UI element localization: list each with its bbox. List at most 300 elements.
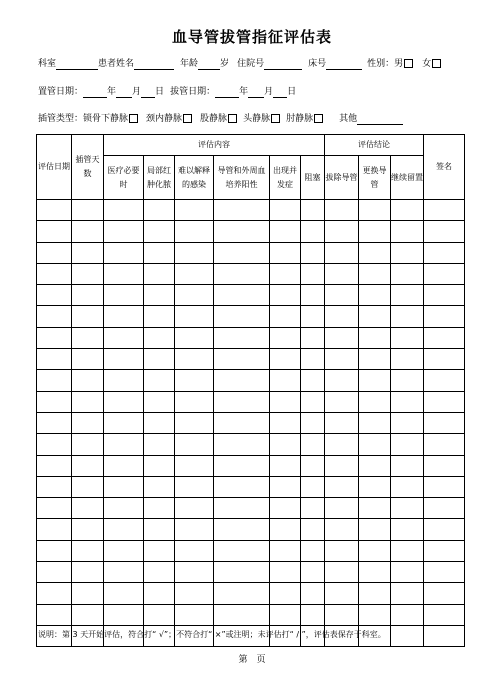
table-cell[interactable] bbox=[391, 263, 424, 284]
table-cell[interactable] bbox=[325, 583, 359, 604]
bed-field[interactable] bbox=[326, 59, 362, 70]
table-cell[interactable] bbox=[214, 604, 270, 625]
age-unit: 岁 bbox=[220, 59, 230, 69]
table-cell[interactable] bbox=[72, 434, 104, 455]
catheter-days-header: 插管天数 bbox=[72, 135, 104, 200]
table-cell[interactable] bbox=[325, 391, 359, 412]
blockage-header: 阻塞 bbox=[301, 156, 325, 200]
table-cell[interactable] bbox=[424, 370, 465, 391]
table-cell[interactable] bbox=[301, 221, 325, 242]
table-cell[interactable] bbox=[270, 221, 301, 242]
table-cell[interactable] bbox=[144, 242, 175, 263]
remove-year-label: 年 bbox=[239, 87, 249, 97]
table-cell[interactable] bbox=[214, 391, 270, 412]
table-cell[interactable] bbox=[37, 285, 72, 306]
table-cell[interactable] bbox=[104, 391, 144, 412]
table-row bbox=[37, 263, 465, 284]
table-cell[interactable] bbox=[104, 583, 144, 604]
table-cell[interactable] bbox=[391, 285, 424, 306]
table-cell[interactable] bbox=[104, 498, 144, 519]
table-cell[interactable] bbox=[391, 540, 424, 561]
table-cell[interactable] bbox=[104, 349, 144, 370]
table-cell[interactable] bbox=[301, 327, 325, 348]
table-cell[interactable] bbox=[424, 242, 465, 263]
table-cell[interactable] bbox=[301, 434, 325, 455]
table-cell[interactable] bbox=[391, 349, 424, 370]
table-cell[interactable] bbox=[144, 285, 175, 306]
table-cell[interactable] bbox=[270, 285, 301, 306]
remove-catheter-header: 拔除导管 bbox=[325, 156, 359, 200]
table-cell[interactable] bbox=[359, 242, 391, 263]
dept-field[interactable] bbox=[56, 59, 98, 70]
table-cell[interactable] bbox=[72, 540, 104, 561]
table-cell[interactable] bbox=[424, 498, 465, 519]
table-cell[interactable] bbox=[359, 412, 391, 433]
table-cell[interactable] bbox=[359, 263, 391, 284]
table-cell[interactable] bbox=[37, 455, 72, 476]
table-cell[interactable] bbox=[144, 476, 175, 497]
table-row bbox=[37, 498, 465, 519]
table-cell[interactable] bbox=[424, 434, 465, 455]
table-cell[interactable] bbox=[144, 562, 175, 583]
table-cell[interactable] bbox=[144, 412, 175, 433]
table-cell[interactable] bbox=[175, 455, 214, 476]
table-cell[interactable] bbox=[175, 434, 214, 455]
table-cell[interactable] bbox=[301, 583, 325, 604]
table-cell[interactable] bbox=[104, 412, 144, 433]
table-cell[interactable] bbox=[37, 306, 72, 327]
replace-catheter-header: 更换导管 bbox=[359, 156, 391, 200]
date-line bbox=[38, 86, 296, 98]
table-cell[interactable] bbox=[359, 285, 391, 306]
table-cell[interactable] bbox=[72, 391, 104, 412]
table-cell[interactable] bbox=[270, 476, 301, 497]
other-field[interactable] bbox=[357, 114, 403, 125]
table-cell[interactable] bbox=[175, 349, 214, 370]
table-cell[interactable] bbox=[37, 242, 72, 263]
table-cell[interactable] bbox=[37, 412, 72, 433]
table-cell[interactable] bbox=[37, 370, 72, 391]
table-cell[interactable] bbox=[104, 200, 144, 221]
table-cell[interactable] bbox=[144, 455, 175, 476]
patient-name-field[interactable] bbox=[134, 59, 174, 70]
table-cell[interactable] bbox=[301, 498, 325, 519]
table-cell[interactable] bbox=[270, 263, 301, 284]
table-row bbox=[37, 221, 465, 242]
table-cell[interactable] bbox=[359, 349, 391, 370]
unexplained-infection-header: 难以解释的感染 bbox=[175, 156, 214, 200]
table-cell[interactable] bbox=[37, 263, 72, 284]
table-cell[interactable] bbox=[325, 306, 359, 327]
table-row bbox=[37, 604, 465, 625]
table-cell[interactable] bbox=[359, 476, 391, 497]
table-cell[interactable] bbox=[72, 306, 104, 327]
table-cell[interactable] bbox=[37, 327, 72, 348]
cephalic-checkbox[interactable] bbox=[271, 114, 280, 123]
table-cell[interactable] bbox=[37, 540, 72, 561]
table-cell[interactable] bbox=[270, 562, 301, 583]
table-cell[interactable] bbox=[214, 540, 270, 561]
table-cell[interactable] bbox=[424, 476, 465, 497]
table-cell[interactable] bbox=[359, 562, 391, 583]
table-cell[interactable] bbox=[391, 391, 424, 412]
table-cell[interactable] bbox=[359, 221, 391, 242]
table-cell[interactable] bbox=[214, 349, 270, 370]
table-cell[interactable] bbox=[144, 349, 175, 370]
jugular-checkbox[interactable] bbox=[183, 114, 192, 123]
table-cell[interactable] bbox=[214, 327, 270, 348]
table-cell[interactable] bbox=[391, 604, 424, 625]
table-cell[interactable] bbox=[37, 349, 72, 370]
table-cell[interactable] bbox=[72, 242, 104, 263]
table-cell[interactable] bbox=[104, 434, 144, 455]
table-cell[interactable] bbox=[104, 604, 144, 625]
table-cell[interactable] bbox=[175, 200, 214, 221]
table-cell[interactable] bbox=[214, 370, 270, 391]
table-cell[interactable] bbox=[104, 306, 144, 327]
table-cell[interactable] bbox=[391, 327, 424, 348]
patient-info-line bbox=[38, 58, 441, 70]
table-cell[interactable] bbox=[359, 434, 391, 455]
table-cell[interactable] bbox=[144, 263, 175, 284]
age-field[interactable] bbox=[198, 59, 220, 70]
table-cell[interactable] bbox=[144, 498, 175, 519]
table-cell[interactable] bbox=[175, 476, 214, 497]
hospital-no-label: 住院号 bbox=[237, 59, 265, 69]
table-cell[interactable] bbox=[325, 540, 359, 561]
table-cell[interactable] bbox=[72, 263, 104, 284]
table-cell[interactable] bbox=[391, 562, 424, 583]
table-cell[interactable] bbox=[359, 604, 391, 625]
table-cell[interactable] bbox=[325, 519, 359, 540]
table-cell[interactable] bbox=[37, 221, 72, 242]
table-cell[interactable] bbox=[214, 519, 270, 540]
table-cell[interactable] bbox=[214, 306, 270, 327]
table-cell[interactable] bbox=[325, 221, 359, 242]
table-cell[interactable] bbox=[301, 263, 325, 284]
table-cell[interactable] bbox=[144, 370, 175, 391]
table-cell[interactable] bbox=[37, 604, 72, 625]
retain-catheter-header: 继续留置 bbox=[391, 156, 424, 200]
male-checkbox[interactable] bbox=[404, 59, 413, 68]
table-cell[interactable] bbox=[175, 285, 214, 306]
table-cell[interactable] bbox=[37, 200, 72, 221]
table-cell[interactable] bbox=[72, 583, 104, 604]
table-cell[interactable] bbox=[301, 200, 325, 221]
table-cell[interactable] bbox=[72, 285, 104, 306]
table-cell[interactable] bbox=[144, 221, 175, 242]
table-cell[interactable] bbox=[424, 263, 465, 284]
remove-day-label: 日 bbox=[287, 87, 297, 97]
table-cell[interactable] bbox=[72, 370, 104, 391]
table-cell[interactable] bbox=[325, 263, 359, 284]
table-cell[interactable] bbox=[104, 476, 144, 497]
table-cell[interactable] bbox=[359, 455, 391, 476]
table-cell[interactable] bbox=[424, 306, 465, 327]
catheter-type-label: 插管类型： bbox=[38, 114, 84, 124]
table-cell[interactable] bbox=[270, 327, 301, 348]
table-cell[interactable] bbox=[72, 604, 104, 625]
table-cell[interactable] bbox=[144, 583, 175, 604]
table-cell[interactable] bbox=[214, 285, 270, 306]
table-cell[interactable] bbox=[72, 476, 104, 497]
table-cell[interactable] bbox=[301, 370, 325, 391]
table-cell[interactable] bbox=[391, 498, 424, 519]
table-cell[interactable] bbox=[301, 540, 325, 561]
table-cell[interactable] bbox=[144, 540, 175, 561]
table-cell[interactable] bbox=[214, 242, 270, 263]
remove-month-field[interactable] bbox=[248, 87, 264, 98]
table-cell[interactable] bbox=[359, 306, 391, 327]
table-cell[interactable] bbox=[72, 349, 104, 370]
table-cell[interactable] bbox=[301, 476, 325, 497]
age-label: 年龄 bbox=[180, 59, 199, 69]
table-cell[interactable] bbox=[424, 583, 465, 604]
table-cell[interactable] bbox=[391, 200, 424, 221]
femoral-checkbox[interactable] bbox=[228, 114, 237, 123]
table-cell[interactable] bbox=[37, 562, 72, 583]
table-cell[interactable] bbox=[424, 349, 465, 370]
table-cell[interactable] bbox=[424, 200, 465, 221]
insert-month-field[interactable] bbox=[116, 87, 132, 98]
table-cell[interactable] bbox=[270, 498, 301, 519]
subclavian-checkbox[interactable] bbox=[129, 114, 138, 123]
table-cell[interactable] bbox=[144, 327, 175, 348]
table-cell[interactable] bbox=[359, 391, 391, 412]
table-cell[interactable] bbox=[359, 583, 391, 604]
table-row bbox=[37, 540, 465, 561]
remove-year-field[interactable] bbox=[215, 87, 239, 98]
table-cell[interactable] bbox=[391, 434, 424, 455]
table-cell[interactable] bbox=[104, 285, 144, 306]
table-cell[interactable] bbox=[104, 263, 144, 284]
table-cell[interactable] bbox=[359, 540, 391, 561]
table-cell[interactable] bbox=[424, 391, 465, 412]
table-cell[interactable] bbox=[359, 498, 391, 519]
table-cell[interactable] bbox=[325, 434, 359, 455]
table-cell[interactable] bbox=[301, 604, 325, 625]
table-cell[interactable] bbox=[104, 455, 144, 476]
table-cell[interactable] bbox=[144, 519, 175, 540]
female-checkbox[interactable] bbox=[432, 59, 441, 68]
table-row bbox=[37, 306, 465, 327]
table-cell[interactable] bbox=[270, 370, 301, 391]
table-cell[interactable] bbox=[301, 519, 325, 540]
table-cell[interactable] bbox=[391, 306, 424, 327]
table-cell[interactable] bbox=[175, 370, 214, 391]
table-cell[interactable] bbox=[325, 455, 359, 476]
complication-header: 出现并发症 bbox=[270, 156, 301, 200]
table-cell[interactable] bbox=[325, 476, 359, 497]
insert-day-label: 日 bbox=[155, 87, 165, 97]
table-cell[interactable] bbox=[72, 519, 104, 540]
table-cell[interactable] bbox=[37, 476, 72, 497]
table-cell[interactable] bbox=[72, 327, 104, 348]
table-cell[interactable] bbox=[391, 455, 424, 476]
table-cell[interactable] bbox=[424, 327, 465, 348]
femoral-label: 股静脉 bbox=[200, 114, 228, 124]
table-cell[interactable] bbox=[391, 242, 424, 263]
table-cell[interactable] bbox=[175, 519, 214, 540]
table-cell[interactable] bbox=[214, 263, 270, 284]
form-title: 血导管拔管指征评估表 bbox=[171, 28, 332, 46]
table-cell[interactable] bbox=[301, 349, 325, 370]
subclavian-label: 锁骨下静脉 bbox=[83, 114, 129, 124]
table-cell[interactable] bbox=[175, 242, 214, 263]
table-cell[interactable] bbox=[175, 327, 214, 348]
table-cell[interactable] bbox=[175, 391, 214, 412]
male-label: 男 bbox=[394, 59, 404, 69]
table-cell[interactable] bbox=[270, 412, 301, 433]
table-cell[interactable] bbox=[301, 412, 325, 433]
table-cell[interactable] bbox=[325, 498, 359, 519]
table-cell[interactable] bbox=[359, 327, 391, 348]
table-row bbox=[37, 583, 465, 604]
table-cell[interactable] bbox=[144, 604, 175, 625]
table-cell[interactable] bbox=[424, 562, 465, 583]
table-cell[interactable] bbox=[144, 434, 175, 455]
table-cell[interactable] bbox=[424, 625, 465, 646]
table-cell[interactable] bbox=[214, 498, 270, 519]
table-cell[interactable] bbox=[325, 412, 359, 433]
table-cell[interactable] bbox=[325, 242, 359, 263]
table-cell[interactable] bbox=[391, 519, 424, 540]
cubital-checkbox[interactable] bbox=[314, 114, 323, 123]
table-cell[interactable] bbox=[325, 370, 359, 391]
table-cell[interactable] bbox=[214, 434, 270, 455]
table-cell[interactable] bbox=[175, 306, 214, 327]
table-cell[interactable] bbox=[104, 540, 144, 561]
table-cell[interactable] bbox=[301, 391, 325, 412]
catheter-type-line bbox=[38, 113, 403, 125]
table-cell[interactable] bbox=[175, 604, 214, 625]
table-cell[interactable] bbox=[104, 562, 144, 583]
table-cell[interactable] bbox=[37, 434, 72, 455]
table-cell[interactable] bbox=[270, 519, 301, 540]
table-cell[interactable] bbox=[325, 604, 359, 625]
table-cell[interactable] bbox=[37, 391, 72, 412]
table-cell[interactable] bbox=[270, 200, 301, 221]
local-redness-header: 局部红肿化脓 bbox=[144, 156, 175, 200]
table-cell[interactable] bbox=[391, 412, 424, 433]
table-cell[interactable] bbox=[359, 200, 391, 221]
table-cell[interactable] bbox=[270, 604, 301, 625]
table-cell[interactable] bbox=[325, 327, 359, 348]
table-cell[interactable] bbox=[424, 455, 465, 476]
table-cell[interactable] bbox=[301, 455, 325, 476]
table-cell[interactable] bbox=[175, 562, 214, 583]
table-cell[interactable] bbox=[270, 242, 301, 263]
table-cell[interactable] bbox=[301, 562, 325, 583]
table-cell[interactable] bbox=[270, 540, 301, 561]
table-cell[interactable] bbox=[391, 583, 424, 604]
table-cell[interactable] bbox=[214, 200, 270, 221]
table-cell[interactable] bbox=[391, 221, 424, 242]
table-cell[interactable] bbox=[301, 306, 325, 327]
table-cell[interactable] bbox=[104, 221, 144, 242]
table-cell[interactable] bbox=[325, 562, 359, 583]
table-cell[interactable] bbox=[175, 583, 214, 604]
table-cell[interactable] bbox=[270, 583, 301, 604]
table-cell[interactable] bbox=[325, 200, 359, 221]
table-cell[interactable] bbox=[214, 221, 270, 242]
table-cell[interactable] bbox=[214, 562, 270, 583]
insert-day-field[interactable] bbox=[141, 87, 155, 98]
sex-label: 性别： bbox=[367, 59, 395, 69]
insert-year-field[interactable] bbox=[83, 87, 107, 98]
table-cell[interactable] bbox=[325, 349, 359, 370]
dept-label: 科室 bbox=[38, 59, 57, 69]
table-cell[interactable] bbox=[270, 434, 301, 455]
table-cell[interactable] bbox=[424, 540, 465, 561]
table-cell[interactable] bbox=[270, 391, 301, 412]
table-cell[interactable] bbox=[359, 370, 391, 391]
table-cell[interactable] bbox=[72, 498, 104, 519]
patient-name-label: 患者姓名 bbox=[98, 59, 135, 69]
table-cell[interactable] bbox=[37, 583, 72, 604]
table-cell[interactable] bbox=[391, 625, 424, 646]
table-cell[interactable] bbox=[301, 285, 325, 306]
table-cell[interactable] bbox=[424, 221, 465, 242]
table-cell[interactable] bbox=[359, 519, 391, 540]
table-cell[interactable] bbox=[175, 221, 214, 242]
table-cell[interactable] bbox=[175, 540, 214, 561]
table-cell[interactable] bbox=[214, 455, 270, 476]
table-cell[interactable] bbox=[144, 306, 175, 327]
female-label: 女 bbox=[422, 59, 432, 69]
table-cell[interactable] bbox=[391, 370, 424, 391]
table-cell[interactable] bbox=[301, 242, 325, 263]
table-cell[interactable] bbox=[144, 391, 175, 412]
table-row bbox=[37, 476, 465, 497]
table-cell[interactable] bbox=[214, 412, 270, 433]
table-cell[interactable] bbox=[37, 498, 72, 519]
table-cell[interactable] bbox=[37, 519, 72, 540]
hospital-no-field[interactable] bbox=[264, 59, 302, 70]
table-cell[interactable] bbox=[104, 242, 144, 263]
table-cell[interactable] bbox=[270, 306, 301, 327]
table-cell[interactable] bbox=[424, 519, 465, 540]
table-cell[interactable] bbox=[104, 370, 144, 391]
table-cell[interactable] bbox=[72, 221, 104, 242]
remove-day-field[interactable] bbox=[273, 87, 287, 98]
table-cell[interactable] bbox=[424, 604, 465, 625]
table-cell[interactable] bbox=[104, 327, 144, 348]
table-cell[interactable] bbox=[325, 285, 359, 306]
table-cell[interactable] bbox=[72, 455, 104, 476]
table-cell[interactable] bbox=[214, 476, 270, 497]
table-cell[interactable] bbox=[270, 455, 301, 476]
table-cell[interactable] bbox=[72, 200, 104, 221]
table-cell[interactable] bbox=[175, 412, 214, 433]
table-cell[interactable] bbox=[270, 349, 301, 370]
table-row bbox=[37, 200, 465, 221]
table-cell[interactable] bbox=[104, 519, 144, 540]
table-row bbox=[37, 519, 465, 540]
table-cell[interactable] bbox=[391, 476, 424, 497]
table-row bbox=[37, 455, 465, 476]
table-cell[interactable] bbox=[424, 412, 465, 433]
table-cell[interactable] bbox=[214, 583, 270, 604]
table-cell[interactable] bbox=[144, 200, 175, 221]
table-cell[interactable] bbox=[175, 498, 214, 519]
other-label: 其他 bbox=[339, 114, 358, 124]
table-cell[interactable] bbox=[175, 263, 214, 284]
eval-conclusion-header: 评估结论 bbox=[325, 135, 424, 156]
table-cell[interactable] bbox=[72, 562, 104, 583]
table-cell[interactable] bbox=[424, 285, 465, 306]
table-cell[interactable] bbox=[72, 412, 104, 433]
